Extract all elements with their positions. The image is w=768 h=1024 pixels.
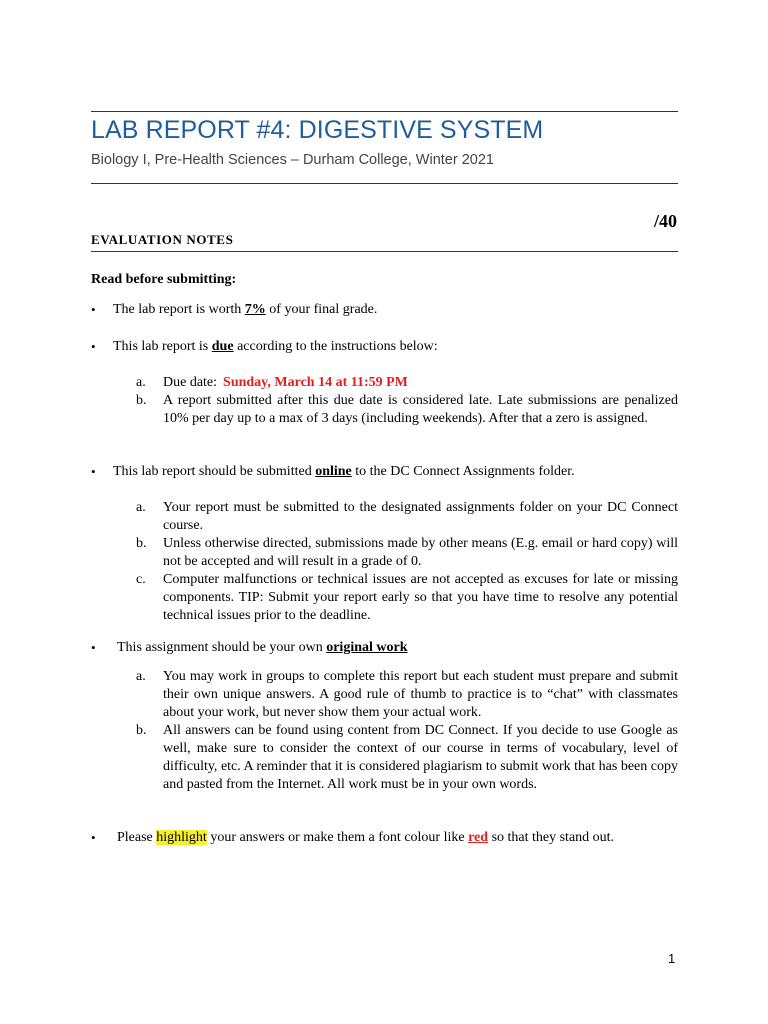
document-subtitle: Biology I, Pre-Health Sciences – Durham College, Winter 2021: [91, 152, 494, 168]
bullet-icon: •: [91, 302, 96, 317]
evaluation-heading: EVALUATION NOTES: [91, 232, 234, 247]
bullet-icon: •: [91, 830, 96, 845]
bullet-text: This lab report should be submitted online to the DC Connect Assignments folder.: [113, 464, 575, 479]
highlight-sample: highlight: [156, 830, 207, 845]
document-title: LAB REPORT #4: DIGESTIVE SYSTEM: [91, 116, 544, 144]
read-before-label: Read before submitting:: [91, 272, 237, 287]
header-divider: [91, 183, 678, 184]
original-item-a: a. You may work in groups to complete this report but each student must prepare and submit their own unique answers. A good rule of thumb to practice is to “chat” with classmates about your work, but never show them your actual work.: [136, 669, 678, 720]
red-sample: red: [468, 830, 489, 845]
grade-weight-value: 7%: [244, 302, 266, 317]
bullet-icon: •: [91, 339, 96, 354]
page-number: 1: [668, 951, 676, 966]
due-item-a: a. Due date: Sunday, March 14 at 11:59 PM: [136, 375, 408, 390]
top-divider: [91, 111, 678, 112]
bullet-text: Please highlight your answers or make them a font colour like red so that they stand out.: [117, 830, 615, 845]
original-item-b: b. All answers can be found using content from DC Connect. If you decide to use Google as well, make sure to consider the context of our course in terms of vocabulary, level of difficulty, etc. A reminder that it is considered plagiarism to submit work that has been copy and pasted from the Internet. All work must be in your own words.: [136, 723, 678, 792]
total-score: /40: [653, 211, 677, 231]
bullet-text: This lab report is due according to the instructions below:: [113, 339, 438, 354]
bullet-icon: •: [91, 464, 96, 479]
online-item-b: b. Unless otherwise directed, submissions made by other means (E.g. email or hard copy) will not be accepted and will result in a grade of 0.: [136, 536, 678, 569]
bullet-text: The lab report is worth 7% of your final grade.: [113, 302, 378, 317]
bullet-icon: •: [91, 640, 96, 655]
due-date-value: Sunday, March 14 at 11:59 PM: [223, 375, 408, 390]
online-item-c: c. Computer malfunctions or technical issues are not accepted as excuses for late or missing components. TIP: Submit your report early so that you have time to resolve any potential technical issues prior to the deadline.: [136, 572, 678, 623]
due-item-b: b. A report submitted after this due date is considered late. Late submissions are penalized 10% per day up to a max of 3 days (including weekends). After that a zero is assigned.: [136, 393, 678, 426]
online-item-a: a. Your report must be submitted to the designated assignments folder on your DC Connect course.: [136, 500, 678, 533]
evaluation-divider: [91, 251, 678, 252]
bullet-text: This assignment should be your own original work: [117, 640, 408, 655]
